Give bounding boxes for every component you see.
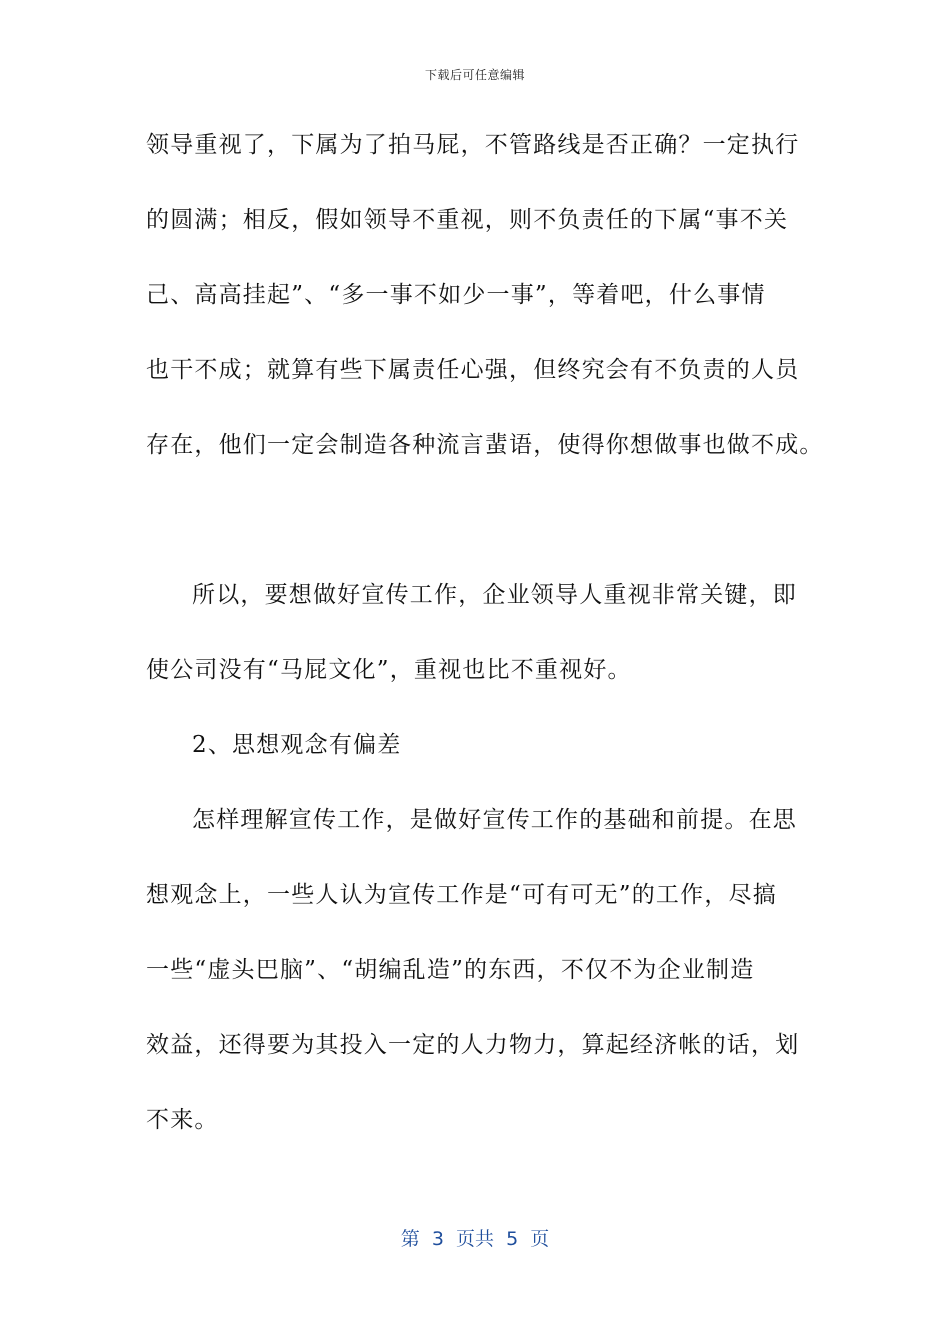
paragraph-line: 所以，要想做好宣传工作，企业领导人重视非常关键，即 [192, 582, 797, 608]
paragraph-line: 也干不成；就算有些下属责任心强，但终究会有不负责的人员 [146, 357, 800, 383]
paragraph-line: 使公司没有“马屁文化”，重视也比不重视好。 [146, 657, 632, 683]
paragraph-line: 不来。 [146, 1107, 219, 1133]
header-note: 下载后可任意编辑 [424, 68, 525, 82]
paragraph-line: 效益，还得要为其投入一定的人力物力，算起经济帐的话，划 [146, 1032, 800, 1058]
paragraph-line: 己、高高挂起”、“多一事不如少一事”，等着吧，什么事情 [146, 282, 766, 308]
paragraph-line: 存在，他们一定会制造各种流言蜚语，使得你想做事也做不成。 [146, 432, 824, 458]
page-number-footer: 第 3 页共 5 页 [400, 1228, 550, 1250]
document-body [146, 120, 824, 1170]
paragraph-line: 怎样理解宣传工作，是做好宣传工作的基础和前提。在思 [192, 807, 797, 833]
paragraph-line: 一些“虚头巴脑”、“胡编乱造”的东西，不仅不为企业制造 [146, 957, 755, 983]
paragraph-line: 领导重视了，下属为了拍马屁，不管路线是否正确？一定执行 [146, 132, 800, 158]
section-heading: 2、思想观念有偏差 [192, 732, 402, 758]
paragraph-gap [146, 495, 810, 570]
paragraph-line: 想观念上，一些人认为宣传工作是“可有可无”的工作，尽搞 [146, 882, 777, 908]
paragraph-line: 的圆满；相反，假如领导不重视，则不负责任的下属“事不关 [146, 207, 789, 233]
